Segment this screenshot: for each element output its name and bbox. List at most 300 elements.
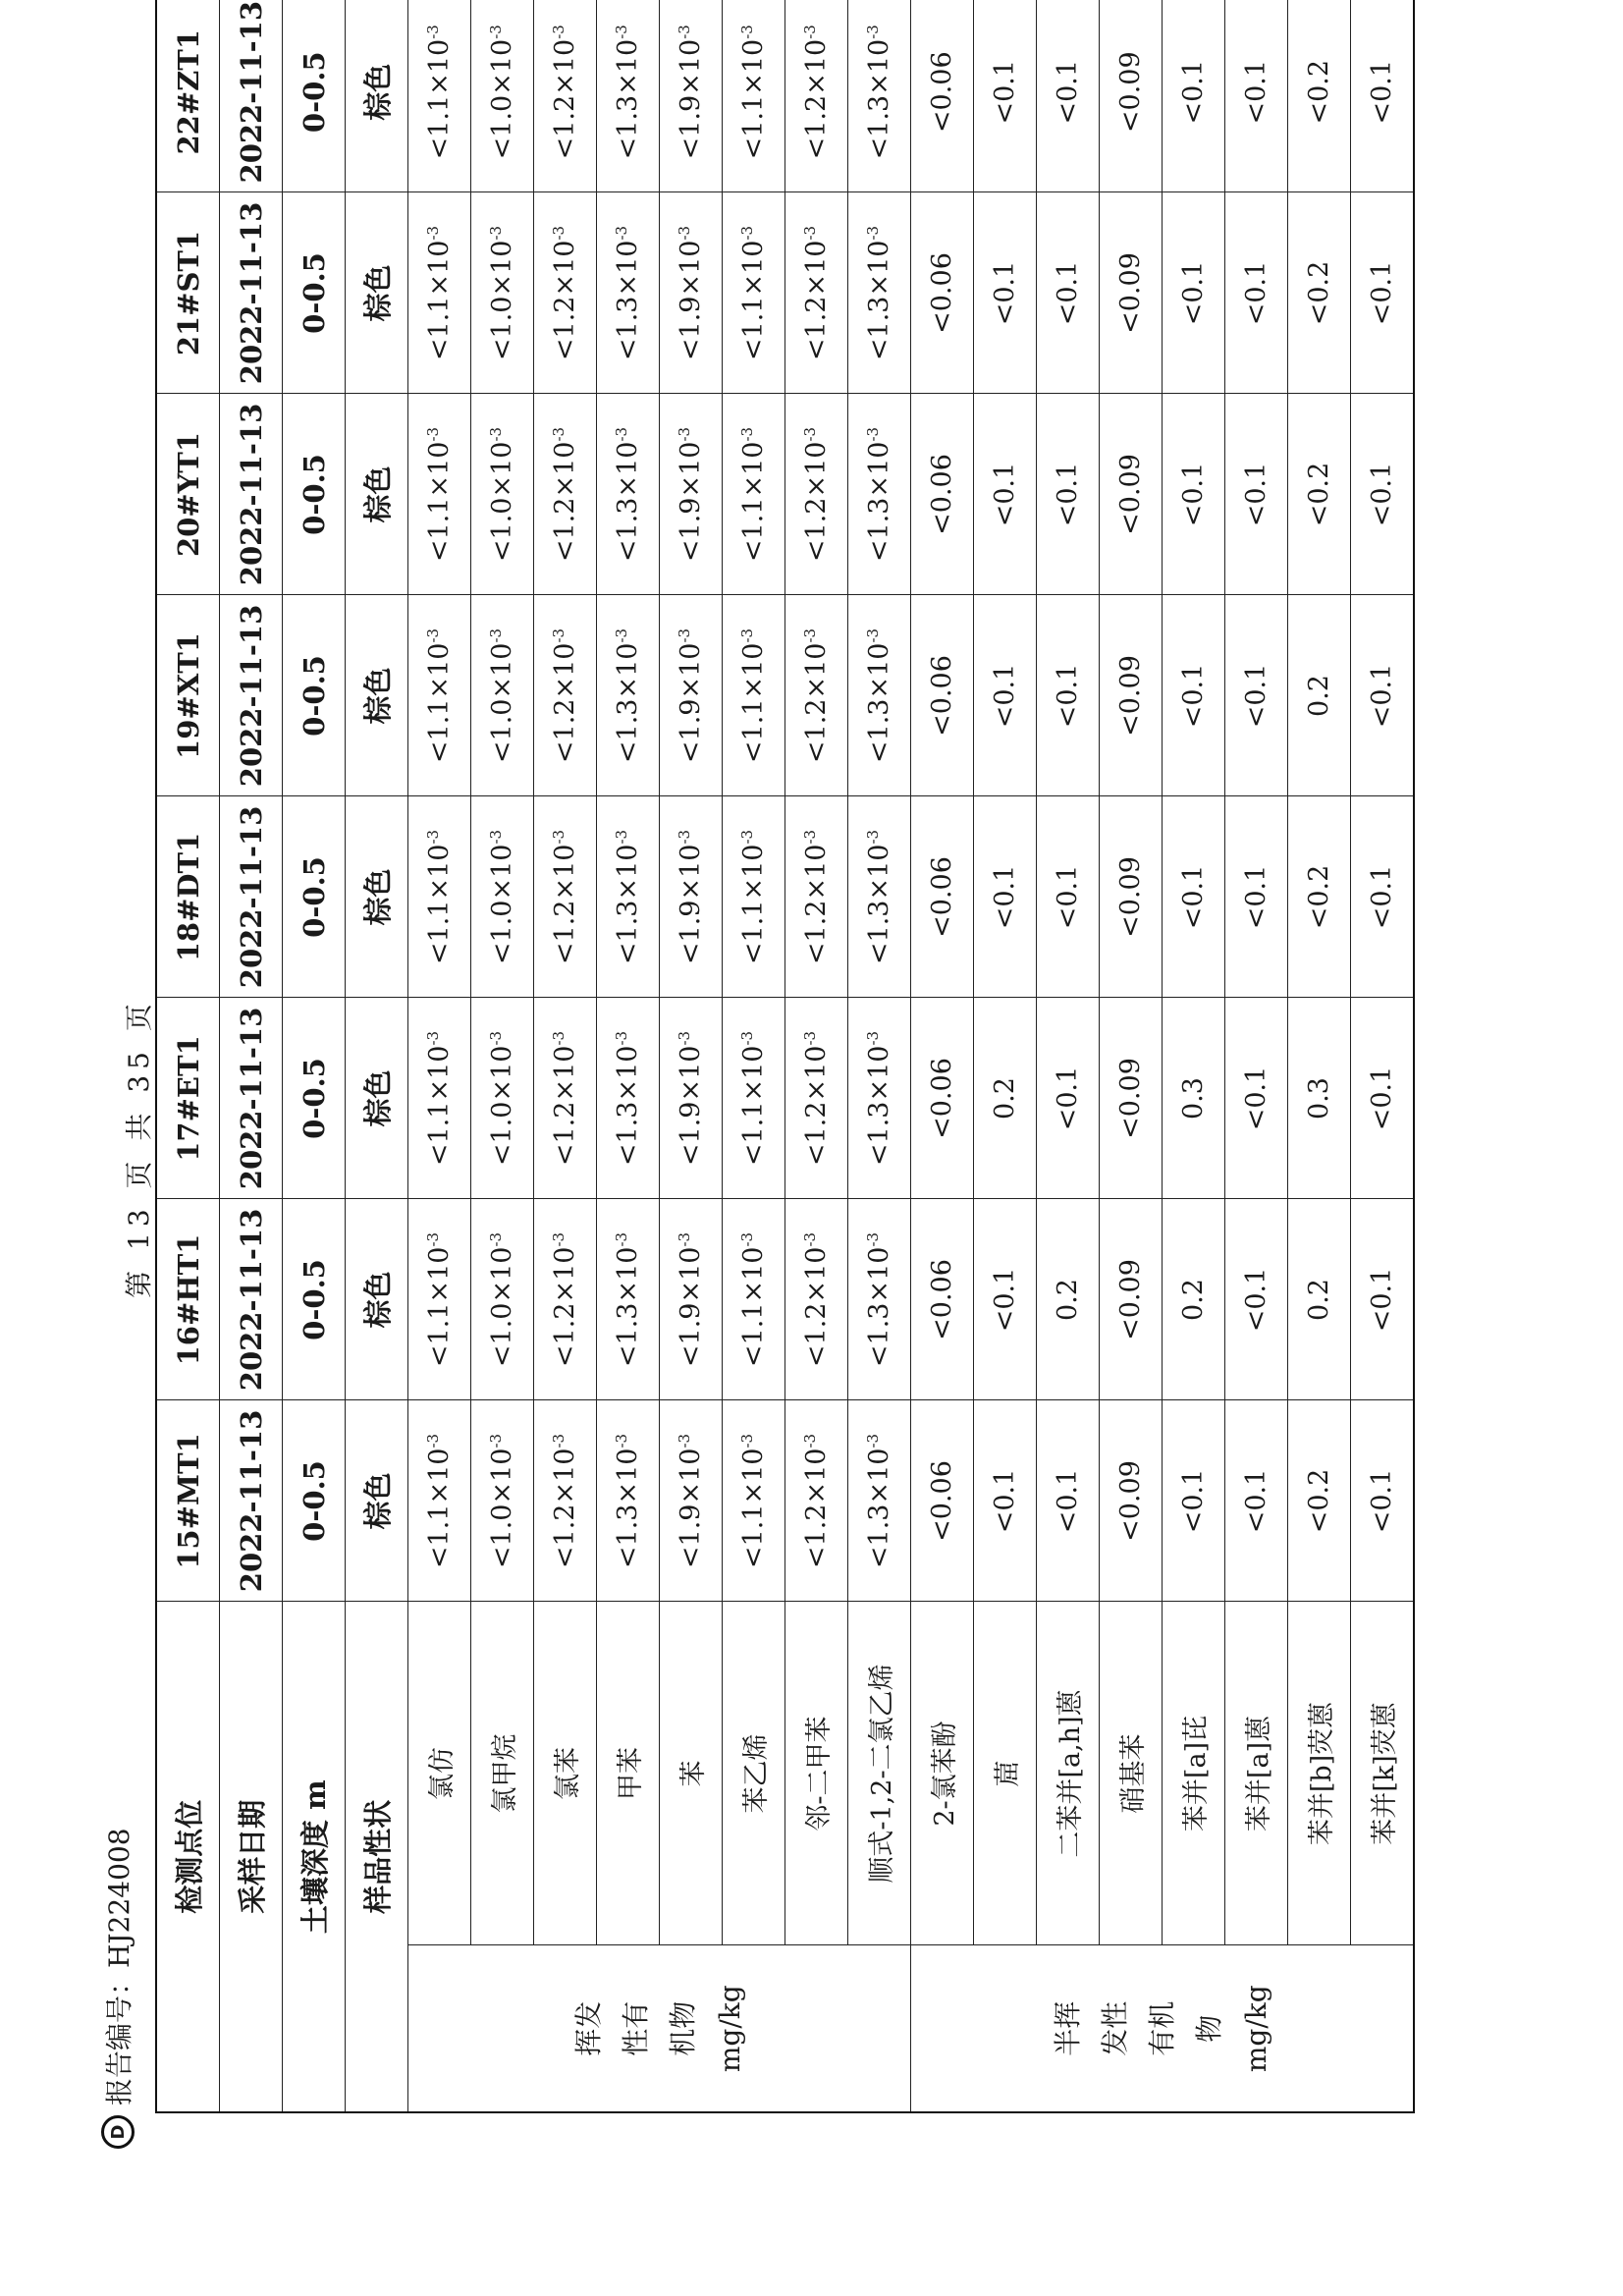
result-cell [911,1199,974,1400]
result-cell [660,394,723,595]
result-value: <0.1 [1367,1267,1397,1333]
category-line: 挥发 [571,2000,605,2056]
info-cell: 0-0.5 [283,0,346,192]
result-value: <1.9×10 [676,1448,706,1569]
result-cell [471,595,534,796]
result-value: <0.1 [1367,1066,1397,1131]
result-exponent: -3 [864,829,882,845]
result-value: <1.1×10 [424,240,455,361]
result-cell [597,1400,660,1602]
result-value: <1.3×10 [864,642,894,764]
result-value: <1.3×10 [864,1246,894,1368]
result-cell [785,1199,848,1400]
category-line: 发性 [1098,2000,1131,2056]
result-exponent: -3 [864,426,882,442]
result-cell [1351,796,1415,998]
result-exponent: -3 [613,426,630,442]
result-cell [597,0,660,192]
info-row [346,0,408,2112]
result-value: <1.3×10 [864,240,894,361]
result-cell [471,394,534,595]
result-cell [534,1400,597,1602]
analyte-name: 苯并[a]芘 [1163,1602,1225,1945]
result-exponent: -3 [613,1433,630,1449]
result-value: <0.09 [1115,655,1146,737]
result-value: <1.2×10 [801,441,832,563]
result-value: <0.1 [1367,462,1397,527]
result-value: <1.3×10 [864,441,894,563]
result-cell [660,1400,723,1602]
result-exponent: -3 [864,225,882,241]
result-cell [660,0,723,192]
result-cell [471,0,534,192]
result-cell [1037,796,1100,998]
result-value: <0.09 [1115,1460,1146,1542]
result-cell [974,595,1037,796]
result-value: <1.1×10 [424,642,455,764]
result-exponent: -3 [613,829,630,845]
result-cell [471,796,534,998]
result-cell [408,1199,471,1400]
result-exponent: -3 [487,1231,505,1247]
result-value: <1.9×10 [676,1246,706,1368]
info-cell: 棕色 [346,1400,408,1602]
result-exponent: -3 [487,628,505,643]
result-cell [1351,192,1415,394]
result-value: <0.1 [1241,462,1271,527]
analyte-row [534,0,597,2112]
result-exponent: -3 [550,426,568,442]
result-value: <0.1 [1178,1468,1209,1534]
result-cell [534,796,597,998]
info-row-label: 土壤深度 m [283,1602,346,2112]
info-row-label: 样品性状 [346,1602,408,2112]
result-exponent: -3 [424,829,442,845]
result-cell [1288,1400,1351,1602]
result-cell [534,998,597,1199]
result-cell [1288,192,1351,394]
info-cell: 2022-11-13 [220,394,283,595]
result-cell [1100,796,1163,998]
result-exponent: -3 [676,1030,693,1046]
result-cell [1163,394,1225,595]
result-cell [408,796,471,998]
result-exponent: -3 [676,628,693,643]
result-exponent: -3 [801,426,819,442]
result-value: <1.2×10 [550,240,580,361]
result-cell [1351,595,1415,796]
analyte-name: 顺式-1,2-二氯乙烯 [848,1602,911,1945]
result-exponent: -3 [864,1433,882,1449]
result-exponent: -3 [738,426,756,442]
result-value: <1.2×10 [550,441,580,563]
result-value: <1.1×10 [424,844,455,965]
result-value: <0.1 [1053,663,1083,729]
result-value: 0.3 [1178,1077,1209,1120]
result-value: <0.1 [1178,462,1209,527]
result-cell [785,394,848,595]
result-value: <1.2×10 [550,38,580,160]
result-cell [660,595,723,796]
result-value: <0.1 [1178,864,1209,930]
result-value: <1.1×10 [424,1448,455,1569]
info-cell: 2022-11-13 [220,796,283,998]
result-exponent: -3 [550,225,568,241]
result-value: <1.1×10 [738,1045,769,1167]
result-cell [848,1199,911,1400]
result-cell [534,0,597,192]
result-value: <0.06 [927,252,957,334]
info-cell: 2022-11-13 [220,595,283,796]
result-cell [1225,998,1288,1199]
result-value: <1.1×10 [738,642,769,764]
result-value: 0.3 [1304,1077,1334,1120]
result-value: <1.9×10 [676,441,706,563]
result-value: <1.3×10 [613,642,643,764]
result-cell [534,192,597,394]
result-cell [660,192,723,394]
result-value: <1.0×10 [487,642,517,764]
result-cell [1288,0,1351,192]
result-value: <0.2 [1304,260,1334,326]
result-value: <1.1×10 [424,441,455,563]
result-value: <0.1 [1178,59,1209,125]
result-cell [1225,394,1288,595]
result-cell [408,192,471,394]
site-header: 15#MT1 [156,1400,220,1602]
result-value: <0.1 [1053,1468,1083,1534]
result-cell [471,192,534,394]
result-cell [848,394,911,595]
result-cell [1163,1199,1225,1400]
result-exponent: -3 [738,225,756,241]
result-value: <1.3×10 [613,240,643,361]
result-cell [911,1400,974,1602]
result-cell [1100,394,1163,595]
result-exponent: -3 [738,1433,756,1449]
result-value: <0.1 [1241,59,1271,125]
result-cell [408,0,471,192]
result-cell [1288,796,1351,998]
site-header: 20#YT1 [156,394,220,595]
result-cell [1037,1400,1100,1602]
result-value: <0.06 [927,856,957,938]
result-exponent: -3 [487,829,505,845]
result-cell [660,998,723,1199]
result-value: <0.06 [927,655,957,737]
result-value: <1.0×10 [487,1045,517,1167]
result-value: <1.3×10 [864,844,894,965]
result-value: <1.9×10 [676,642,706,764]
analyte-name: 邻-二甲苯 [785,1602,848,1945]
result-cell [974,0,1037,192]
result-value: <0.1 [1178,663,1209,729]
result-cell [597,595,660,796]
result-cell [785,0,848,192]
result-exponent: -3 [676,25,693,39]
result-value: <1.3×10 [613,38,643,160]
result-value: <1.1×10 [738,38,769,160]
analyte-name: 甲苯 [597,1602,660,1945]
site-header: 16#HT1 [156,1199,220,1400]
analyte-row [785,0,848,2112]
result-cell [1163,192,1225,394]
analyte-row [471,0,534,2112]
result-value: <0.1 [1367,59,1397,125]
result-cell [1100,595,1163,796]
result-cell [408,595,471,796]
result-cell [597,1199,660,1400]
result-cell [1037,192,1100,394]
result-value: <1.9×10 [676,240,706,361]
result-exponent: -3 [613,628,630,643]
analyte-row [597,0,660,2112]
analyte-row [1288,0,1351,2112]
result-cell [1225,1199,1288,1400]
analyte-row [1037,0,1100,2112]
info-cell: 0-0.5 [283,394,346,595]
result-cell [1100,998,1163,1199]
result-cell [848,998,911,1199]
analyte-row [1225,0,1288,2112]
result-value: <0.1 [1178,260,1209,326]
info-cell: 0-0.5 [283,1199,346,1400]
site-header: 21#ST1 [156,192,220,394]
result-cell [1225,192,1288,394]
result-value: <0.2 [1304,59,1334,125]
analyte-name: 苯乙烯 [723,1602,785,1945]
result-cell [1100,0,1163,192]
category-line: 半挥 [1051,2000,1084,2056]
result-exponent: -3 [487,25,505,39]
category-line: 机物 [666,2000,699,2056]
category-line: 有机 [1145,2000,1178,2056]
result-cell [723,192,785,394]
site-header-row [156,0,220,2112]
result-cell [1351,0,1415,192]
analyte-row [911,0,974,2112]
result-value: <1.9×10 [676,1045,706,1167]
analyte-name: 苯并[b]荧蒽 [1288,1602,1351,1945]
info-row-label: 采样日期 [220,1602,283,2112]
result-exponent: -3 [676,426,693,442]
result-value: <0.1 [990,864,1020,930]
result-cell [1100,192,1163,394]
result-cell [1288,595,1351,796]
analyte-row [1100,0,1163,2112]
result-cell [597,998,660,1199]
result-exponent: -3 [424,1030,442,1046]
result-cell [471,998,534,1199]
result-cell [597,796,660,998]
results-table [155,0,1415,2113]
result-cell [1163,0,1225,192]
result-cell [1163,595,1225,796]
result-value: <0.1 [990,260,1020,326]
info-cell: 棕色 [346,394,408,595]
result-exponent: -3 [801,1231,819,1247]
analyte-name: 苯并[a]蒽 [1225,1602,1288,1945]
result-cell [1351,1400,1415,1602]
result-cell [785,595,848,796]
result-cell [1037,998,1100,1199]
company-logo-icon: D [101,2115,135,2149]
result-cell [974,1199,1037,1400]
result-cell [534,595,597,796]
result-cell [408,1400,471,1602]
info-cell: 2022-11-13 [220,1400,283,1602]
site-header: 17#ET1 [156,998,220,1199]
result-value: <0.2 [1304,1468,1334,1534]
result-cell [534,1199,597,1400]
result-cell [723,595,785,796]
result-exponent: -3 [801,25,819,39]
result-value: <0.2 [1304,462,1334,527]
result-value: <1.1×10 [424,38,455,160]
result-value: <0.09 [1115,856,1146,938]
info-cell: 0-0.5 [283,998,346,1199]
result-value: <1.3×10 [864,1448,894,1569]
result-exponent: -3 [424,426,442,442]
info-cell: 0-0.5 [283,595,346,796]
result-cell [1100,1199,1163,1400]
analyte-name: 氯仿 [408,1602,471,1945]
result-cell [1351,394,1415,595]
result-value: <0.06 [927,1058,957,1139]
result-value: <1.2×10 [801,642,832,764]
analyte-name: 苯 [660,1602,723,1945]
result-cell [1225,595,1288,796]
result-exponent: -3 [487,426,505,442]
info-cell: 2022-11-13 [220,998,283,1199]
info-cell: 0-0.5 [283,192,346,394]
analyte-name: 2-氯苯酚 [911,1602,974,1945]
result-exponent: -3 [676,1433,693,1449]
result-exponent: -3 [424,1231,442,1247]
result-cell [785,796,848,998]
result-value: <1.1×10 [738,1448,769,1569]
result-value: <1.2×10 [801,1045,832,1167]
result-cell [1163,1400,1225,1602]
result-value: <0.06 [927,1460,957,1542]
info-cell: 棕色 [346,0,408,192]
result-exponent: -3 [424,628,442,643]
result-exponent: -3 [738,1030,756,1046]
result-value: 0.2 [1304,675,1334,717]
result-cell [848,1400,911,1602]
result-value: <0.06 [927,51,957,134]
result-value: <1.3×10 [613,1448,643,1569]
result-cell [848,0,911,192]
result-value: <1.2×10 [550,1448,580,1569]
result-exponent: -3 [801,829,819,845]
result-cell [785,998,848,1199]
result-cell [1037,595,1100,796]
result-value: <0.09 [1115,1058,1146,1139]
result-cell [974,192,1037,394]
result-value: <0.2 [1304,864,1334,930]
analyte-row [723,0,785,2112]
result-value: <1.1×10 [738,441,769,563]
analyte-name: 氯甲烷 [471,1602,534,1945]
result-value: 0.2 [1053,1279,1083,1321]
result-cell [723,1199,785,1400]
result-value: <1.3×10 [864,1045,894,1167]
analyte-name: 氯苯 [534,1602,597,1945]
result-exponent: -3 [424,25,442,39]
result-cell [1037,1199,1100,1400]
result-cell [1100,1400,1163,1602]
result-exponent: -3 [801,1030,819,1046]
result-value: <0.1 [1241,1267,1271,1333]
result-value: <1.2×10 [550,642,580,764]
result-value: <1.0×10 [487,240,517,361]
result-exponent: -3 [550,25,568,39]
result-cell [911,595,974,796]
result-cell [1288,394,1351,595]
info-cell: 2022-11-13 [220,192,283,394]
result-exponent: -3 [801,225,819,241]
result-exponent: -3 [676,1231,693,1247]
result-cell [848,192,911,394]
result-value: <1.0×10 [487,441,517,563]
result-value: 0.2 [1178,1279,1209,1321]
info-row [220,0,283,2112]
result-value: <0.1 [1241,663,1271,729]
result-cell [1351,998,1415,1199]
result-cell [974,998,1037,1199]
result-cell [1225,796,1288,998]
result-cell [1037,0,1100,192]
category-line: mg/kg [713,1985,746,2073]
result-value: <1.3×10 [613,1246,643,1368]
analyte-row [974,0,1037,2112]
result-value: <0.09 [1115,454,1146,535]
result-value: <1.0×10 [487,844,517,965]
result-cell [974,394,1037,595]
result-value: <0.09 [1115,51,1146,134]
result-exponent: -3 [738,25,756,39]
result-exponent: -3 [613,1231,630,1247]
analyte-row [408,0,471,2112]
result-value: <0.06 [927,1259,957,1340]
result-value: <1.2×10 [801,1246,832,1368]
site-header: 18#DT1 [156,796,220,998]
result-value: <1.1×10 [424,1246,455,1368]
result-value: <0.1 [1367,663,1397,729]
result-value: <1.3×10 [613,844,643,965]
category-label [408,1945,911,2112]
result-value: <1.0×10 [487,1246,517,1368]
result-value: <1.1×10 [424,1045,455,1167]
result-cell [597,394,660,595]
result-cell [911,796,974,998]
result-value: <0.1 [990,59,1020,125]
analyte-name: 硝基苯 [1100,1602,1163,1945]
info-cell: 2022-11-13 [220,1199,283,1400]
info-cell: 0-0.5 [283,1400,346,1602]
result-cell [408,998,471,1199]
analyte-name: 苯并[k]荧蒽 [1351,1602,1415,1945]
analyte-name: 䓛 [974,1602,1037,1945]
info-cell: 棕色 [346,796,408,998]
result-value: <0.1 [1241,260,1271,326]
result-value: <1.2×10 [550,844,580,965]
result-exponent: -3 [487,1030,505,1046]
result-cell [723,394,785,595]
result-value: <0.1 [1241,1066,1271,1131]
result-value: <0.1 [1053,864,1083,930]
